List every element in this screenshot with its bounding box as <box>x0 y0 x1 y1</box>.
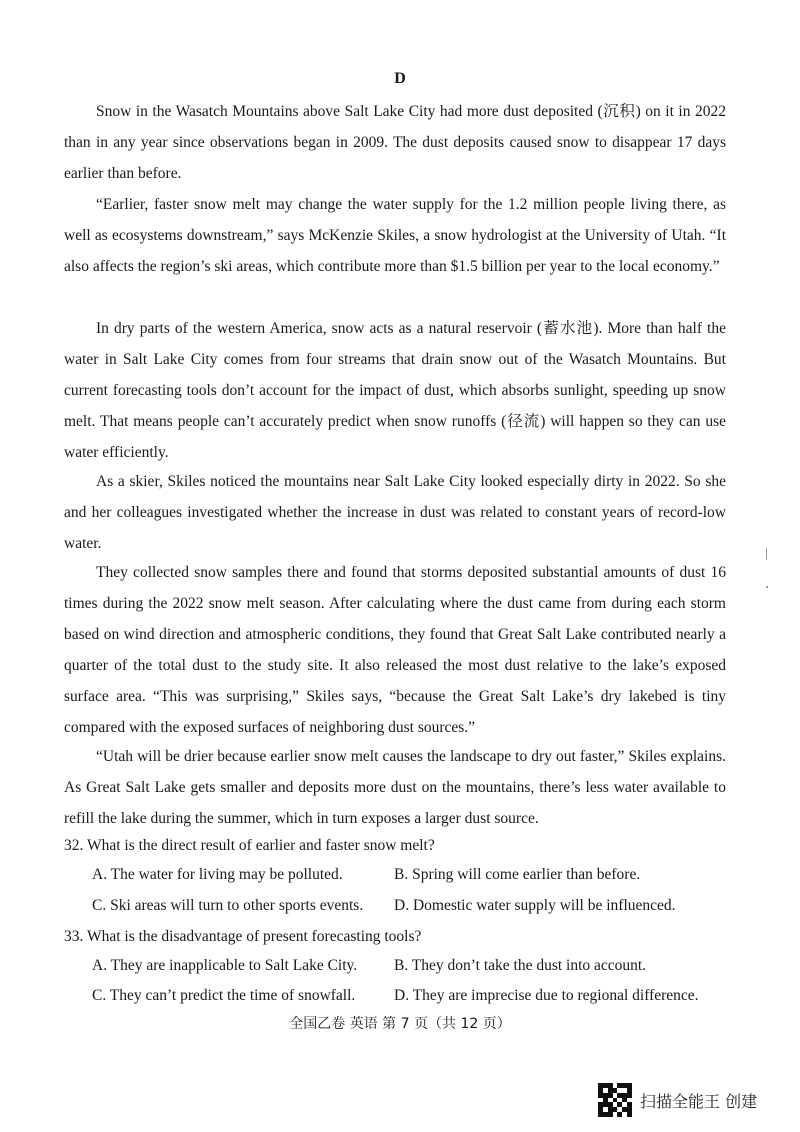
page-footer: 全国乙卷 英语 第 7 页（共 12 页） <box>289 1016 511 1032</box>
question-33-option-c[interactable]: C. They can’t predict the time of snowfall. <box>92 987 356 1004</box>
question-33-option-d[interactable]: D. They are imprecise due to regional difference. <box>394 987 699 1004</box>
question-32-option-a[interactable]: A. The water for living may be polluted. <box>92 866 343 883</box>
scan-artifact <box>766 548 767 560</box>
passage-paragraph-6: “Utah will be drier because earlier snow melt causes the landscape to dry out faster,” Skiles explains. As Great Salt Lake gets smaller and deposits more dust on the mountains, there’s less water available to refill the lake during the summer, which in turn exposes a larger dust source. <box>64 748 726 827</box>
question-32-option-c[interactable]: C. Ski areas will turn to other sports events. <box>92 897 364 914</box>
passage-paragraph-4: As a skier, Skiles noticed the mountains near Salt Lake City looked especially dirty in 2022. So she and her colleagues investigated whether the increase in dust was related to constant years of record-low water. <box>64 473 726 552</box>
question-33-stem: 33. What is the disadvantage of present forecasting tools? <box>64 928 422 945</box>
question-33-option-b[interactable]: B. They don’t take the dust into account. <box>394 957 647 974</box>
question-32-option-b[interactable]: B. Spring will come earlier than before. <box>394 866 641 883</box>
passage-paragraph-1: Snow in the Wasatch Mountains above Salt Lake City had more dust deposited (沉积) on it in 2022 than in any year since observations began in 2009. The dust deposits caused snow to disappear 17 days earlier than before. <box>64 103 726 182</box>
passage-paragraph-2: “Earlier, faster snow melt may change the water supply for the 1.2 million people living there, as well as ecosystems downstream,” says McKenzie Skiles, a snow hydrologist at the University of Utah. “It also affects the region’s ski areas, which contribute more than $1.5 billion per year to the local economy.” <box>64 196 726 275</box>
passage-paragraph-5: They collected snow samples there and found that storms deposited substantial amounts of dust 16 times during the 2022 snow melt season. After calculating where the dust came from during each storm based on wind direction and atmospheric conditions, they found that Great Salt Lake contributed nearly a quarter of the total dust to the study site. It also released the most dust relative to the lake’s exposed surface area. “This was surprising,” Skiles says, “because the Great Salt Lake’s dry lakebed is tiny compared with the exposed surfaces of neighboring dust sources.” <box>64 564 726 736</box>
question-32-option-d[interactable]: D. Domestic water supply will be influenced. <box>394 897 676 914</box>
section-title: D <box>394 70 406 87</box>
passage-paragraph-3: In dry parts of the western America, snow acts as a natural reservoir (蓄水池). More than half the water in Salt Lake City comes from four streams that drain snow out of the Wasatch Mountains. But current forecasting tools don’t account for the impact of dust, which absorbs sunlight, speeding up snow melt. That means people can’t accurately predict when snow runoffs (径流) will happen so they can use water efficiently. <box>64 320 726 461</box>
qr-code-icon <box>598 1083 632 1117</box>
scan-artifact <box>766 586 768 588</box>
scanner-watermark <box>598 1082 757 1118</box>
scanner-label: 扫描全能王 创建 <box>640 1091 758 1111</box>
question-33-option-a[interactable]: A. They are inapplicable to Salt Lake City. <box>92 957 358 974</box>
question-32-stem: 32. What is the direct result of earlier and faster snow melt? <box>64 837 435 854</box>
